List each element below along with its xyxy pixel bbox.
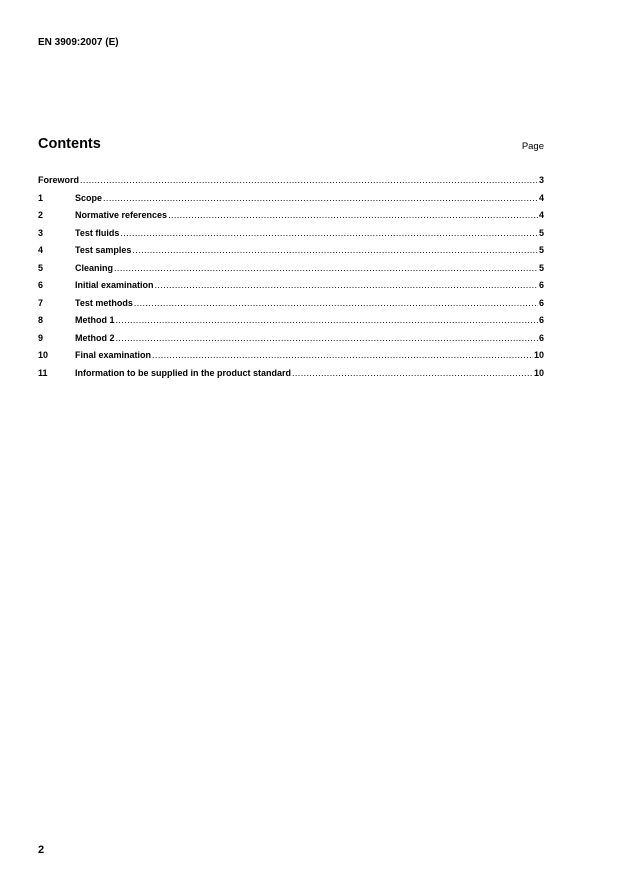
toc-entry-title: Test fluids [75,227,120,238]
toc-entry-number: 11 [38,367,48,378]
contents-heading: Contents [38,136,101,152]
toc-entry-page: 6 [538,280,544,290]
toc-entry-title: Method 2 [75,332,115,343]
toc-entry-foreword[interactable] [38,175,544,193]
toc-entry-title: Normative references [75,210,168,220]
toc-entry-page: 6 [538,315,544,325]
toc-entry-number: 10 [38,350,49,360]
toc-entry-number: 9 [38,332,44,343]
toc-entry-page: 4 [538,192,544,203]
toc-entry-title: Test samples [75,245,132,255]
toc-entry-page: 6 [538,297,544,308]
toc-entry-page: 5 [538,262,544,273]
toc-leader-dots [152,350,533,360]
toc-leader-dots [155,280,538,290]
toc-entry-title: Information to be supplied in the product standard [75,367,291,378]
page-column-label: Page [521,141,544,152]
toc-entry-number: 8 [38,315,44,325]
toc-entry-number: 6 [38,280,44,290]
toc-leader-dots [134,298,538,308]
toc-leader-dots [116,333,538,343]
toc-entry-number: 7 [38,297,44,308]
toc-entry-9[interactable] [38,333,544,351]
toc-entry-title: Initial examination [75,280,154,290]
toc-entry-number: 3 [38,227,44,238]
toc-entry-number: 5 [38,262,44,273]
toc-entry-2[interactable] [38,210,544,228]
toc-leader-dots [120,228,538,238]
toc-entry-title: Final examination [75,350,152,360]
toc-entry-page: 5 [538,245,544,255]
toc-entry-page: 6 [538,332,544,343]
toc-entry-title: Cleaning [75,262,114,273]
toc-entry-4[interactable] [38,245,544,263]
footer-page-number: 2 [38,844,45,856]
toc-entry-page: 4 [538,210,544,220]
toc-entry-page: 3 [538,175,544,185]
toc-entry-7[interactable] [38,298,544,316]
toc-entry-10[interactable] [38,350,544,368]
toc-entry-page: 5 [538,227,544,238]
document-header: EN 3909:2007 (E) [38,37,119,48]
toc-entry-3[interactable] [38,228,544,246]
toc-leader-dots [168,210,538,220]
toc-entry-page: 10 [533,367,544,378]
toc-leader-dots [116,315,538,325]
toc-leader-dots [80,175,538,185]
toc-leader-dots [132,245,538,255]
toc-entry-page: 10 [533,350,544,360]
toc-entry-1[interactable] [38,193,544,211]
toc-entry-title: Test methods [75,297,133,308]
toc-entry-11[interactable] [38,368,544,386]
toc-entry-title: Method 1 [75,315,115,325]
toc-leader-dots [114,263,538,273]
toc-entry-number: 4 [38,245,44,255]
toc-leader-dots [292,368,533,378]
toc-entry-6[interactable] [38,280,544,298]
toc-entry-title: Scope [75,192,103,203]
toc-entry-number: 2 [38,210,44,220]
toc-leader-dots [103,193,538,203]
table-of-contents [38,175,544,385]
toc-entry-5[interactable] [38,263,544,281]
toc-entry-number: 1 [38,192,44,203]
toc-entry-title: Foreword [38,175,80,185]
toc-entry-8[interactable] [38,315,544,333]
